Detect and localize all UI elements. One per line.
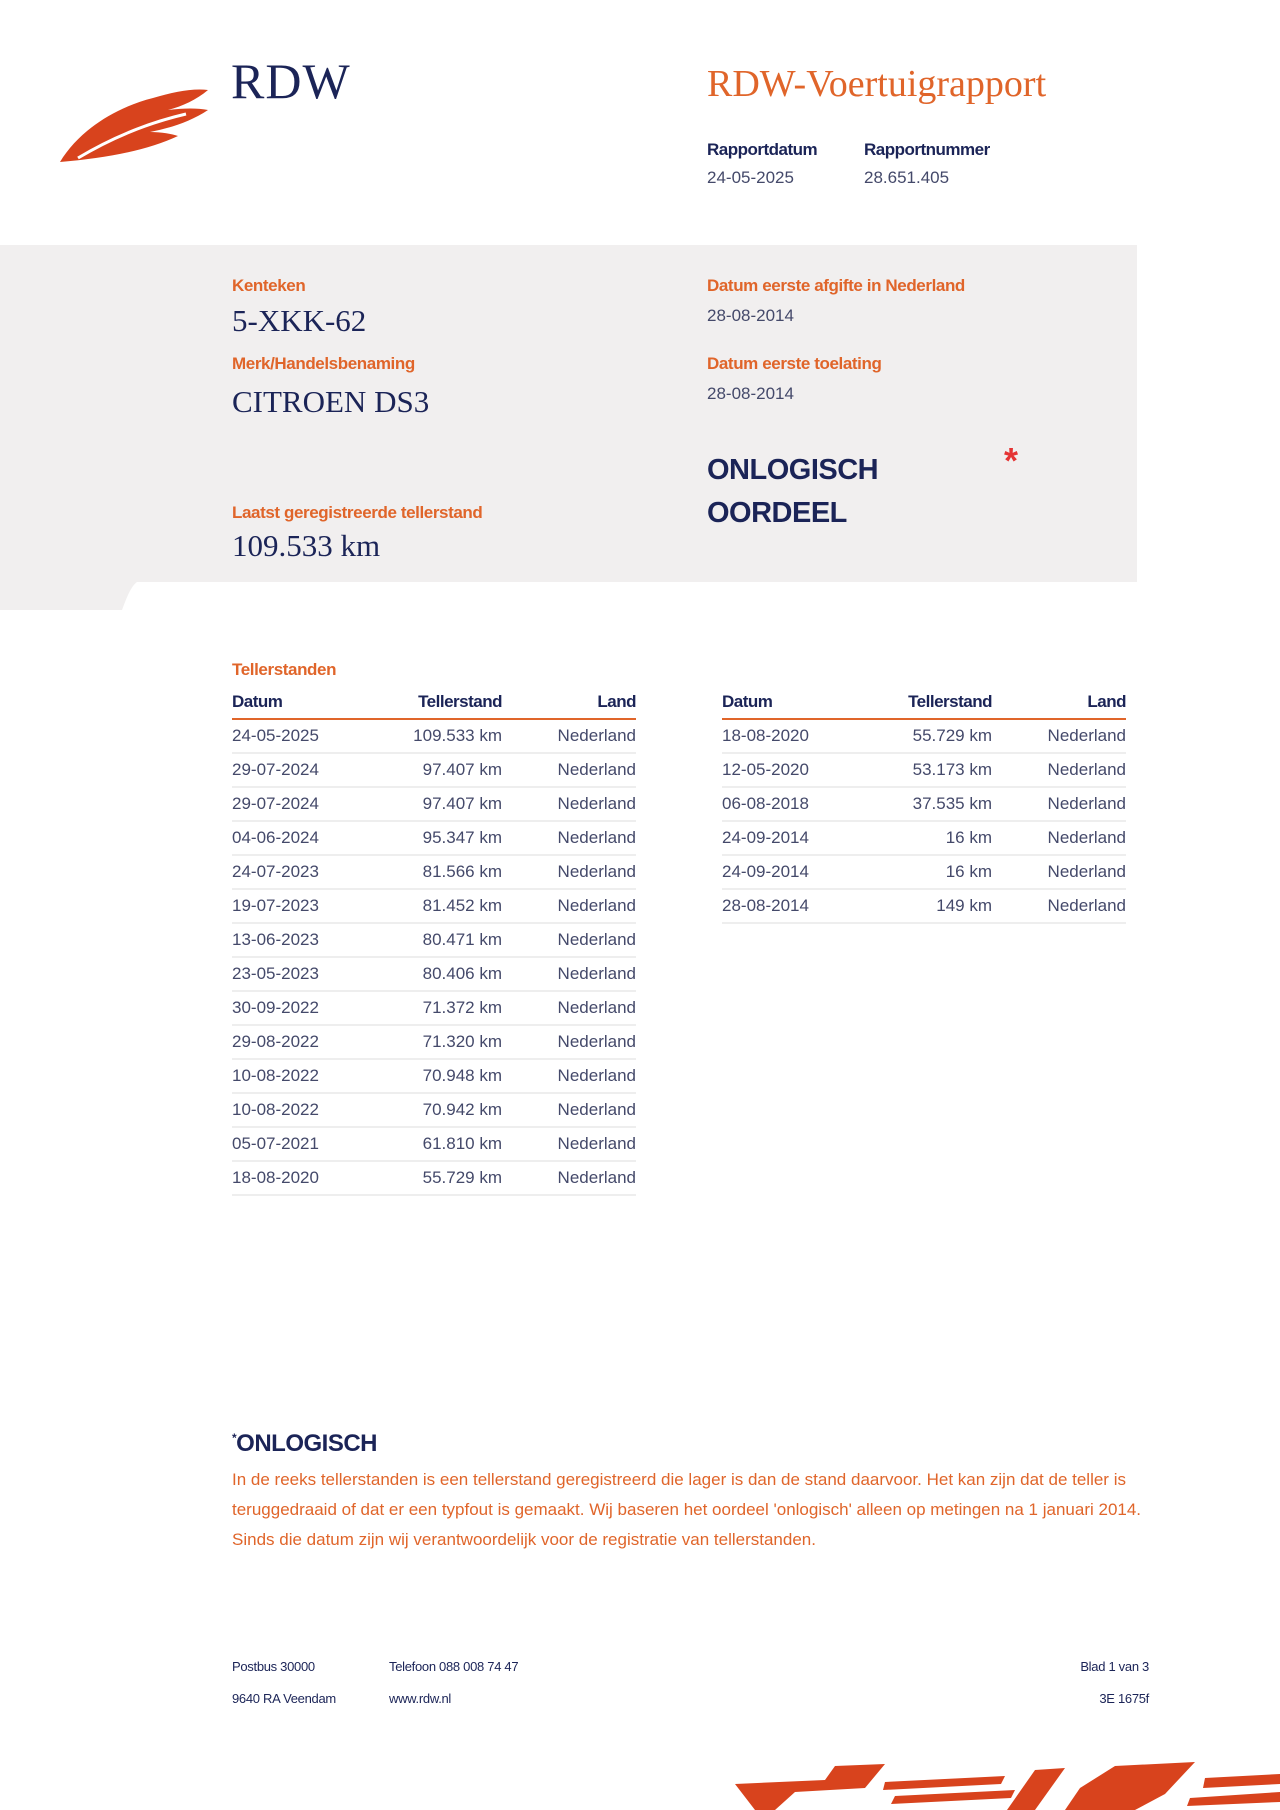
table-row xyxy=(722,821,1126,855)
table-row xyxy=(232,821,636,855)
table-row xyxy=(722,787,1126,821)
cell-date: 13-06-2023 xyxy=(232,923,367,957)
cell-km: 80.406 km xyxy=(367,957,502,991)
cell-date: 30-09-2022 xyxy=(232,991,367,1025)
table-row xyxy=(722,719,1126,753)
kenteken-value: 5-XKK-62 xyxy=(232,303,367,338)
kenteken-label: Kenteken xyxy=(232,276,306,295)
report-title: RDW-Voertuigrapport xyxy=(707,63,1047,105)
col-header-land: Land xyxy=(502,690,636,719)
cell-land: Nederland xyxy=(502,753,636,787)
cell-land: Nederland xyxy=(502,1059,636,1093)
cell-km: 149 km xyxy=(857,889,992,923)
cell-date: 10-08-2022 xyxy=(232,1059,367,1093)
table-row xyxy=(722,855,1126,889)
cell-date: 29-07-2024 xyxy=(232,753,367,787)
verdict-asterisk: * xyxy=(1004,440,1019,481)
cell-land: Nederland xyxy=(992,855,1126,889)
footer-website[interactable]: www.rdw.nl xyxy=(389,1691,452,1706)
afgifte-value: 28-08-2014 xyxy=(707,306,794,325)
odometer-rows-right xyxy=(722,719,1126,923)
decorative-stripes-icon xyxy=(735,1758,1280,1810)
table-row xyxy=(232,855,636,889)
col-header-date: Datum xyxy=(722,690,857,719)
cell-km: 80.471 km xyxy=(367,923,502,957)
table-row xyxy=(232,991,636,1025)
panel-tail-shape xyxy=(0,580,140,610)
cell-date: 10-08-2022 xyxy=(232,1093,367,1127)
table-row xyxy=(232,753,636,787)
cell-land: Nederland xyxy=(992,719,1126,753)
tellerstand-value: 109.533 km xyxy=(232,528,381,563)
table-row xyxy=(232,923,636,957)
tellerstanden-label: Tellerstanden xyxy=(232,660,337,679)
cell-date: 05-07-2021 xyxy=(232,1127,367,1161)
cell-km: 16 km xyxy=(857,855,992,889)
col-header-land: Land xyxy=(992,690,1126,719)
cell-km: 71.320 km xyxy=(367,1025,502,1059)
cell-date: 24-09-2014 xyxy=(722,855,857,889)
cell-land: Nederland xyxy=(502,923,636,957)
table-row xyxy=(232,1025,636,1059)
cell-km: 55.729 km xyxy=(857,719,992,753)
cell-land: Nederland xyxy=(992,821,1126,855)
footnote-title-text: ONLOGISCH xyxy=(236,1430,378,1457)
table-row xyxy=(232,889,636,923)
table-row xyxy=(232,1127,636,1161)
cell-date: 24-05-2025 xyxy=(232,719,367,753)
col-header-km: Tellerstand xyxy=(857,690,992,719)
cell-km: 16 km xyxy=(857,821,992,855)
table-row xyxy=(722,889,1126,923)
cell-land: Nederland xyxy=(502,957,636,991)
merk-value: CITROEN DS3 xyxy=(232,384,430,419)
cell-land: Nederland xyxy=(992,889,1126,923)
cell-km: 109.533 km xyxy=(367,719,502,753)
merk-label: Merk/Handelsbenaming xyxy=(232,354,415,373)
cell-land: Nederland xyxy=(502,821,636,855)
cell-date: 23-05-2023 xyxy=(232,957,367,991)
cell-km: 55.729 km xyxy=(367,1161,502,1195)
cell-date: 18-08-2020 xyxy=(232,1161,367,1195)
table-row xyxy=(232,957,636,991)
verdict-line-2: OORDEEL xyxy=(707,497,847,529)
cell-date: 24-07-2023 xyxy=(232,855,367,889)
cell-date: 06-08-2018 xyxy=(722,787,857,821)
cell-land: Nederland xyxy=(502,787,636,821)
logo-text: RDW xyxy=(231,53,351,109)
verdict-line-1: ONLOGISCH xyxy=(707,454,879,486)
cell-land: Nederland xyxy=(502,889,636,923)
table-header-row xyxy=(232,690,636,719)
table-row xyxy=(232,1059,636,1093)
odometer-table-left xyxy=(232,690,636,1196)
footer-code: 3E 1675f xyxy=(1099,1691,1149,1706)
footer-page-number: Blad 1 van 3 xyxy=(1080,1659,1149,1674)
rapportnummer-label: Rapportnummer xyxy=(864,140,990,159)
vehicle-summary-panel xyxy=(0,245,1137,582)
cell-land: Nederland xyxy=(992,787,1126,821)
cell-land: Nederland xyxy=(502,1093,636,1127)
col-header-km: Tellerstand xyxy=(367,690,502,719)
cell-date: 28-08-2014 xyxy=(722,889,857,923)
cell-date: 04-06-2024 xyxy=(232,821,367,855)
cell-date: 24-09-2014 xyxy=(722,821,857,855)
rapportdatum-label: Rapportdatum xyxy=(707,140,818,159)
cell-land: Nederland xyxy=(502,1161,636,1195)
cell-date: 29-08-2022 xyxy=(232,1025,367,1059)
cell-date: 18-08-2020 xyxy=(722,719,857,753)
table-header-row xyxy=(722,690,1126,719)
tellerstand-label: Laatst geregistreerde tellerstand xyxy=(232,503,483,522)
cell-km: 95.347 km xyxy=(367,821,502,855)
footer-postbus: Postbus 30000 xyxy=(232,1659,315,1674)
table-row xyxy=(232,1093,636,1127)
cell-km: 97.407 km xyxy=(367,787,502,821)
footnote-text: In de reeks tellerstanden is een tellerstand geregistreerd die lager is dan de stand daarvoor. Het kan zijn dat de teller is teruggedraaid of dat er een typfout is gemaakt. Wij baseren het oordeel 'onlogisch' alleen op metingen na 1 januari 2014. Sinds die datum zijn wij verantwoordelijk voor de registratie van tellerstanden. xyxy=(232,1470,1142,1549)
rapportnummer-value: 28.651.405 xyxy=(864,168,950,187)
footnote-marker: * xyxy=(232,1431,237,1445)
table-row xyxy=(722,753,1126,787)
cell-land: Nederland xyxy=(502,991,636,1025)
cell-km: 81.452 km xyxy=(367,889,502,923)
cell-km: 70.942 km xyxy=(367,1093,502,1127)
cell-km: 70.948 km xyxy=(367,1059,502,1093)
cell-km: 97.407 km xyxy=(367,753,502,787)
toelating-value: 28-08-2014 xyxy=(707,384,794,403)
cell-land: Nederland xyxy=(502,855,636,889)
cell-km: 53.173 km xyxy=(857,753,992,787)
toelating-label: Datum eerste toelating xyxy=(707,354,882,373)
afgifte-label: Datum eerste afgifte in Nederland xyxy=(707,276,965,295)
table-row xyxy=(232,719,636,753)
cell-km: 37.535 km xyxy=(857,787,992,821)
verdict xyxy=(707,449,878,535)
cell-date: 12-05-2020 xyxy=(722,753,857,787)
odometer-table-right xyxy=(722,690,1126,924)
cell-km: 81.566 km xyxy=(367,855,502,889)
col-header-date: Datum xyxy=(232,690,367,719)
footnote-title xyxy=(232,1430,377,1458)
rapportdatum-value: 24-05-2025 xyxy=(707,168,794,187)
odometer-rows-left xyxy=(232,719,636,1195)
cell-km: 61.810 km xyxy=(367,1127,502,1161)
cell-date: 29-07-2024 xyxy=(232,787,367,821)
cell-land: Nederland xyxy=(502,1127,636,1161)
footer-telefoon: Telefoon 088 008 74 47 xyxy=(389,1659,519,1674)
table-row xyxy=(232,1161,636,1195)
cell-land: Nederland xyxy=(992,753,1126,787)
cell-land: Nederland xyxy=(502,719,636,753)
table-row xyxy=(232,787,636,821)
cell-km: 71.372 km xyxy=(367,991,502,1025)
cell-land: Nederland xyxy=(502,1025,636,1059)
rdw-logo-wing-icon xyxy=(58,80,210,166)
footer-plaats: 9640 RA Veendam xyxy=(232,1691,336,1706)
cell-date: 19-07-2023 xyxy=(232,889,367,923)
